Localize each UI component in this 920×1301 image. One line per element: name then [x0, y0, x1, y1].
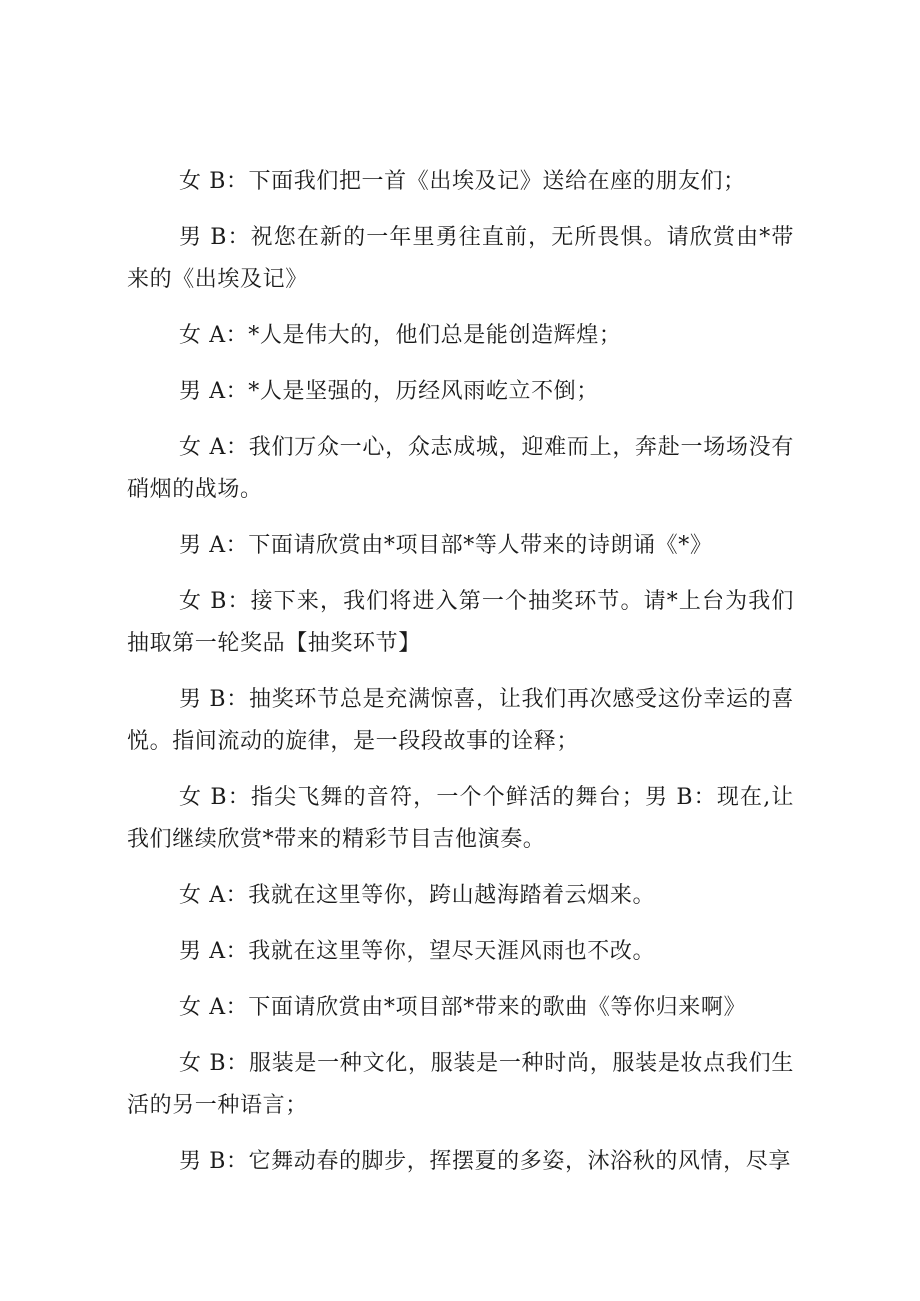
- paragraph: 女 A：我们万众一心，众志成城，迎难而上，奔赴一场场没有硝烟的战场。: [127, 435, 794, 502]
- paragraph: 女 A：*人是伟大的，他们总是能创造辉煌；: [179, 323, 622, 348]
- paragraph: 女 A：我就在这里等你，跨山越海踏着云烟来。: [179, 883, 656, 908]
- paragraph: 男 A：下面请欣赏由*项目部*等人带来的诗朗诵《*》: [179, 533, 713, 558]
- paragraph: 男 A：*人是坚强的，历经风雨屹立不倒；: [179, 379, 599, 404]
- paragraph: 女 B：服装是一种文化，服装是一种时尚，服装是妆点我们生活的另一种语言；: [127, 1051, 794, 1118]
- paragraph: 女 B：指尖飞舞的音符，一个个鲜活的舞台；男 B：现在,让我们继续欣赏*带来的精彩节目吉他演奏。: [127, 785, 794, 852]
- paragraph: 女 B：下面我们把一首《出埃及记》送给在座的朋友们；: [179, 169, 746, 194]
- paragraph: 女 A：下面请欣赏由*项目部*带来的歌曲《等你归来啊》: [179, 995, 747, 1020]
- paragraph: 男 B：抽奖环节总是充满惊喜，让我们再次感受这份幸运的喜悦。指间流动的旋律，是一段段故事的诠释；: [127, 687, 794, 754]
- paragraph: 男 A：我就在这里等你，望尽天涯风雨也不改。: [179, 939, 656, 964]
- paragraph: 男 B：祝您在新的一年里勇往直前，无所畏惧。请欣赏由*带来的《出埃及记》: [127, 225, 794, 292]
- paragraph: 男 B：它舞动春的脚步，挥摆夏的多姿，沐浴秋的风情，尽享: [179, 1149, 791, 1174]
- document-body: [127, 161, 794, 1197]
- paragraph: 女 B：接下来，我们将进入第一个抽奖环节。请*上台为我们抽取第一轮奖品【抽奖环节】: [127, 589, 794, 656]
